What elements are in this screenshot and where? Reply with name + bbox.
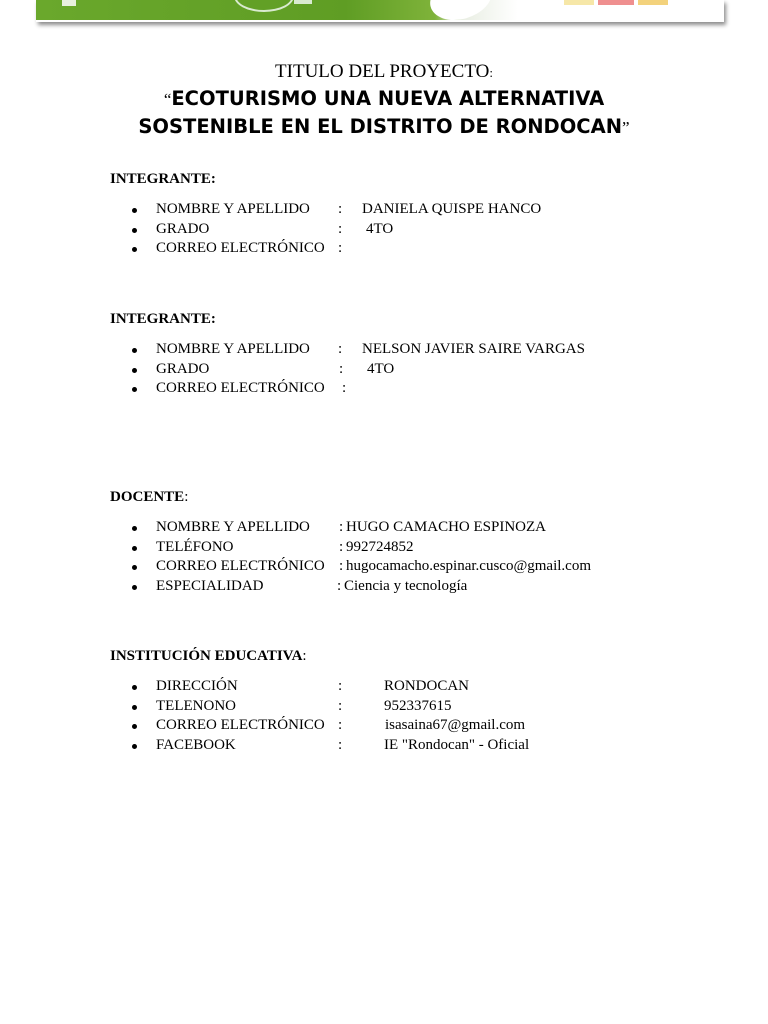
list-item	[110, 697, 730, 717]
section-heading-colon: :	[302, 648, 307, 664]
section-integrante-1	[110, 170, 730, 259]
bullet-icon	[132, 705, 137, 710]
field-value: 4TO	[367, 360, 395, 377]
field-label: GRADO	[156, 360, 210, 377]
field-label: ESPECIALIDAD	[156, 577, 264, 594]
close-quote: ”	[622, 118, 630, 137]
field-label: NOMBRE Y APELLIDO	[156, 341, 310, 357]
institution-details-list	[110, 677, 730, 755]
section-institucion-educativa	[110, 647, 730, 755]
open-quote: “	[163, 90, 172, 109]
bullet-icon	[132, 348, 137, 353]
project-title-block	[0, 60, 768, 141]
project-title-label	[0, 60, 768, 85]
field-separator: :	[339, 558, 344, 574]
field-value: isasaina67@gmail.com	[385, 717, 526, 733]
section-docente	[110, 488, 730, 596]
section-heading-text: DOCENTE	[110, 489, 185, 505]
field-separator: :	[338, 341, 343, 357]
bullet-icon	[132, 387, 137, 392]
field-separator: :	[338, 240, 343, 256]
field-separator: :	[342, 380, 347, 396]
partner-logo-icon	[638, 0, 668, 5]
list-item	[110, 340, 730, 360]
partner-logo-icon	[598, 0, 634, 5]
list-item	[110, 577, 730, 597]
field-label: GRADO	[156, 220, 210, 237]
field-separator: :	[339, 519, 344, 535]
field-value: 992724852	[346, 538, 414, 555]
school-logo-icon	[62, 0, 76, 6]
section-heading: INTEGRANTE:	[110, 311, 216, 327]
section-heading	[110, 647, 730, 665]
field-label: TELÉFONO	[156, 538, 234, 555]
bullet-icon	[132, 368, 137, 373]
section-heading-text: INSTITUCIÓN EDUCATIVA	[110, 648, 303, 664]
list-item	[110, 557, 730, 577]
field-value: 952337615	[384, 697, 452, 714]
field-separator: :	[338, 697, 343, 714]
seal-caption-mark	[294, 0, 312, 4]
list-item	[110, 379, 730, 399]
list-item	[110, 677, 730, 697]
section-heading	[110, 488, 730, 506]
field-value: hugocamacho.espinar.cusco@gmail.com	[346, 558, 591, 574]
banner-swoosh	[424, 0, 498, 20]
list-item	[110, 716, 730, 736]
field-value: NELSON JAVIER SAIRE VARGAS	[362, 341, 585, 357]
bullet-icon	[132, 546, 137, 551]
member-details-list	[110, 340, 730, 399]
section-heading: INTEGRANTE:	[110, 171, 216, 187]
field-value: 4TO	[366, 220, 394, 237]
field-label: DIRECCIÓN	[156, 678, 238, 694]
field-separator: :	[339, 360, 344, 377]
field-separator: :	[338, 736, 343, 753]
project-title	[0, 85, 768, 141]
field-value: IE "Rondocan" - Oficial	[384, 736, 530, 753]
field-label: NOMBRE Y APELLIDO	[156, 201, 310, 217]
field-separator: :	[338, 220, 343, 237]
field-separator: :	[337, 577, 342, 594]
field-label: CORREO ELECTRÓNICO	[156, 240, 325, 256]
bullet-icon	[132, 744, 137, 749]
list-item	[110, 518, 730, 538]
project-title-label-text: TITULO DEL PROYECTO	[275, 61, 490, 82]
field-value: HUGO CAMACHO ESPINOZA	[346, 519, 547, 535]
bullet-icon	[132, 724, 137, 729]
section-heading-colon: :	[184, 489, 189, 505]
list-item	[110, 220, 730, 240]
project-title-line-1	[0, 85, 768, 113]
field-label: FACEBOOK	[156, 736, 236, 753]
list-item	[110, 200, 730, 220]
member-details-list	[110, 200, 730, 259]
seal-icon	[234, 0, 294, 12]
field-value: DANIELA QUISPE HANCO	[362, 201, 542, 217]
field-separator: :	[338, 678, 343, 694]
field-separator: :	[339, 538, 344, 555]
field-separator: :	[338, 717, 343, 733]
list-item	[110, 239, 730, 259]
list-item	[110, 360, 730, 380]
bullet-icon	[132, 685, 137, 690]
list-item	[110, 736, 730, 756]
section-integrante-2	[110, 310, 730, 399]
project-title-line-2-text: SOSTENIBLE EN EL DISTRITO DE RONDOCAN	[138, 115, 623, 138]
field-separator: :	[338, 201, 343, 217]
field-label: CORREO ELECTRÓNICO	[156, 380, 325, 396]
list-item	[110, 538, 730, 558]
bullet-icon	[132, 228, 137, 233]
field-label: NOMBRE Y APELLIDO	[156, 519, 310, 535]
header-banner	[36, 0, 724, 22]
field-value: Ciencia y tecnología	[344, 577, 468, 594]
header-banner-image	[36, 0, 724, 20]
field-label: CORREO ELECTRÓNICO	[156, 558, 325, 574]
bullet-icon	[132, 565, 137, 570]
bullet-icon	[132, 585, 137, 590]
project-title-line-1-text: ECOTURISMO UNA NUEVA ALTERNATIVA	[171, 87, 605, 110]
partner-logo-icon	[564, 0, 594, 5]
project-title-label-colon: :	[489, 65, 493, 80]
bullet-icon	[132, 526, 137, 531]
bullet-icon	[132, 247, 137, 252]
field-label: CORREO ELECTRÓNICO	[156, 717, 325, 733]
bullet-icon	[132, 208, 137, 213]
field-value: RONDOCAN	[384, 678, 470, 694]
field-label: TELENONO	[156, 697, 236, 714]
project-title-line-2	[0, 113, 768, 141]
teacher-details-list	[110, 518, 730, 596]
